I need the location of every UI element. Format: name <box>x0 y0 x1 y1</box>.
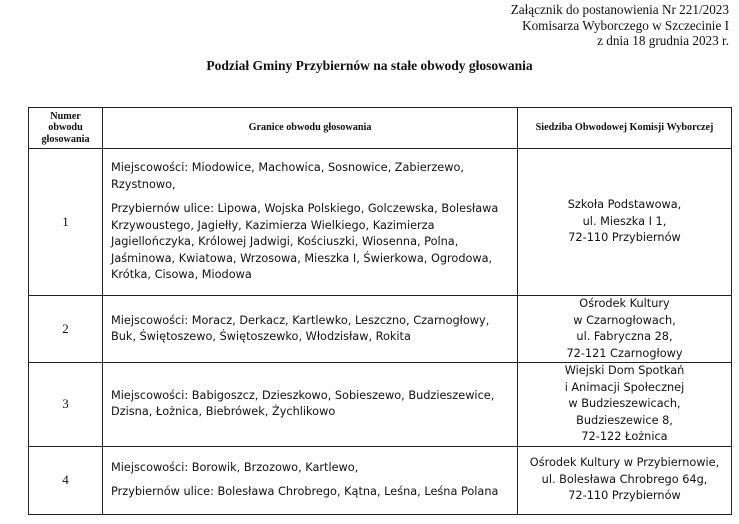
seat-line: Budzieszewice 8, <box>576 413 673 427</box>
commission-seat <box>518 363 732 447</box>
district-number: 1 <box>29 149 103 296</box>
table-row <box>29 296 732 363</box>
commission-seat <box>518 446 732 514</box>
seat-line: ul. Fabryczna 28, <box>576 330 673 343</box>
seat-line: Wiejski Dom Spotkań <box>564 364 685 377</box>
header-boundaries: Granice obwodu głosowania <box>103 108 518 149</box>
seat-line: 72-121 Czarnogłowy <box>566 346 683 360</box>
header-commission-seat: Siedziba Obwodowej Komisji Wyborczej <box>518 108 732 149</box>
seat-line: Ośrodek Kultury w Przybiernowie, <box>529 456 720 470</box>
header-line: Załącznik do postanowienia Nr 221/2023 <box>510 2 729 17</box>
boundaries-paragraph: Przybiernów ulice: Bolesława Chrobrego, Kątna, Leśna, Leśna Polana <box>111 485 499 498</box>
commission-seat <box>518 296 732 363</box>
boundaries-paragraph: Miejscowości: Babigoszcz, Dzieszkowo, Sobieszewo, Budzieszewice, Dzisna, Łożnica, Biebrówek, Żychlikowo <box>111 388 495 419</box>
district-boundaries <box>103 296 518 363</box>
header-number-line: Numer <box>50 110 81 122</box>
table-header-row <box>29 108 732 149</box>
seat-line: 72-110 Przybiernów <box>568 489 681 503</box>
document-title: Podział Gminy Przybiernów na stałe obwody głosowania <box>206 58 533 73</box>
boundaries-paragraph: Miejscowości: Miodowice, Machowica, Sosnowice, Zabierzewo, Rzystnowo, <box>111 161 464 191</box>
commission-seat <box>518 149 732 296</box>
voting-districts-table <box>28 107 732 515</box>
table-row <box>29 363 732 447</box>
district-number: 3 <box>29 363 103 447</box>
seat-line: i Animacji Społecznej <box>564 380 685 394</box>
district-number: 2 <box>29 296 103 363</box>
district-boundaries <box>103 149 518 296</box>
boundaries-paragraph: Miejscowości: Borowik, Brzozowo, Kartlewo, <box>111 460 359 474</box>
header-number-line: głosowania <box>41 133 90 145</box>
seat-line: Ośrodek Kultury <box>579 297 670 310</box>
district-boundaries <box>103 446 518 514</box>
district-boundaries <box>103 363 518 447</box>
seat-line: ul. Bolesława Chrobrego 64g, <box>541 472 708 486</box>
attachment-header <box>511 2 729 49</box>
seat-line: ul. Mieszka I 1, <box>582 214 667 228</box>
seat-line: w Czarnogłowach, <box>573 313 676 327</box>
seat-line: w Budzieszewicach, <box>568 397 681 410</box>
seat-line: Szkoła Podstawowa, <box>567 198 682 212</box>
header-number-line: obwodu <box>48 122 83 134</box>
boundaries-paragraph: Miejscowości: Moracz, Derkacz, Kartlewko, Leszczno, Czarnogłowy, Buk, Świętoszewo, Świętoszewko, Włodzisław, Rokita <box>111 313 490 343</box>
boundaries-paragraph: Przybiernów ulice: Lipowa, Wojska Polskiego, Golczewska, Bolesława Krzywoustego, Jagiełły, Kazimierza Wielkiego, Kazimierza Jagiellończyka, Królowej Jadwigi, Kościuszki, Wiosenna, Polna, Jaśminowa, Kwiatowa, Wrzosowa, Mieszka I, Świerkowa, Ogrodowa, Krótka, Cisowa, Miodowa <box>111 202 499 282</box>
seat-line: 72-110 Przybiernów <box>568 231 681 245</box>
header-line: z dnia 18 grudnia 2023 r. <box>597 33 729 48</box>
header-district-number <box>29 108 103 149</box>
table-row <box>29 149 732 296</box>
table-row <box>29 446 732 514</box>
seat-line: 72-122 Łożnica <box>581 430 668 443</box>
header-line: Komisarza Wyborczego w Szczecinie I <box>522 17 729 33</box>
district-number: 4 <box>29 446 103 514</box>
